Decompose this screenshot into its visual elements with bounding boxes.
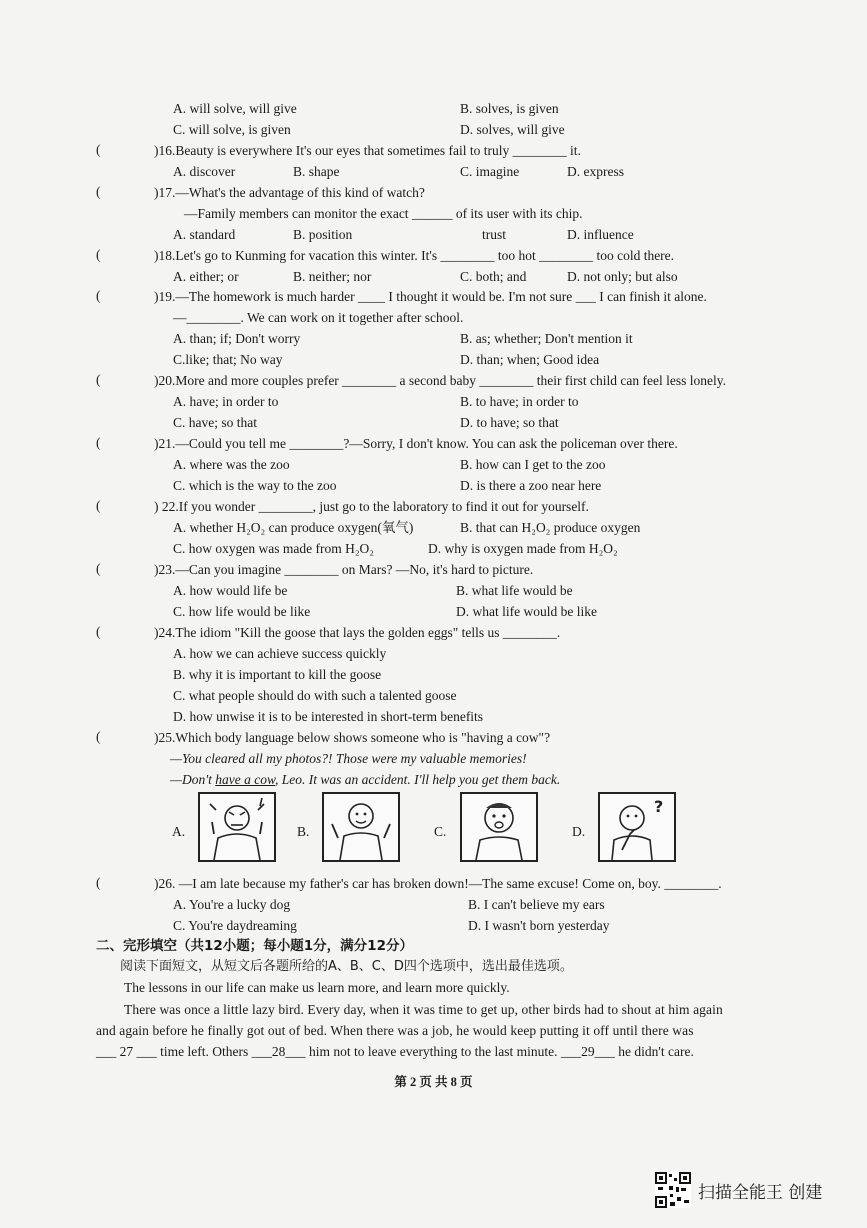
question-line: )16.Beauty is everywhere It's our eyes that sometimes fail to truly ________ it. xyxy=(154,143,581,158)
question-line: —________. We can work on it together after school. xyxy=(173,310,464,325)
question-line: D. to have; so that xyxy=(460,415,559,430)
question-26-line: C. You're daydreaming xyxy=(173,918,297,933)
body-language-picture-d xyxy=(598,792,676,862)
question-line: C. have; so that xyxy=(173,415,257,430)
question-line: A. how we can achieve success quickly xyxy=(173,646,387,661)
answer-bracket-21: ( xyxy=(96,435,101,450)
q25-dialog-pre: —Don't xyxy=(170,772,216,787)
body-language-picture-c xyxy=(460,792,538,862)
question-line: B. neither; nor xyxy=(293,269,372,284)
question-line: )18.Let's go to Kunming for vacation this winter. It's ________ too hot ________ too cold there. xyxy=(154,248,675,263)
angry-person-icon xyxy=(200,794,274,860)
question-line: C.like; that; No way xyxy=(173,352,283,367)
q25-dialog-line-1: —You cleared all my photos?! Those were my valuable memories! xyxy=(170,751,527,766)
question-line: D. is there a zoo near here xyxy=(460,478,602,493)
pic-label-d: D. xyxy=(572,824,586,839)
question-line: B. that can H₂O₂ produce oxygen xyxy=(460,520,641,535)
question-line: )20.More and more couples prefer ________ a second baby ________ their first child can feel less lonely. xyxy=(154,373,726,388)
answer-bracket-23: ( xyxy=(96,561,101,576)
question-line: )19.—The homework is much harder ____ I thought it would be. I'm not sure ___ I can finish it alone. xyxy=(154,289,707,304)
question-line: D. influence xyxy=(567,227,634,242)
body-language-picture-a xyxy=(198,792,276,862)
question-line: D. not only; but also xyxy=(567,269,678,284)
answer-bracket-20: ( xyxy=(96,372,101,387)
question-line: )23.—Can you imagine ________ on Mars? —No, it's hard to picture. xyxy=(154,562,534,577)
question-line: D. express xyxy=(567,164,624,179)
question-line: trust xyxy=(482,227,507,242)
question-line: B. to have; in order to xyxy=(460,394,579,409)
question-line: C. will solve, is given xyxy=(173,122,291,137)
question-line: B. how can I get to the zoo xyxy=(460,457,606,472)
question-line: A. where was the zoo xyxy=(173,457,290,472)
shocked-person-icon xyxy=(462,794,536,860)
question-line: )25.Which body language below shows someone who is "having a cow"? xyxy=(154,730,551,745)
passage-title: The lessons in our life can make us learn more, and learn more quickly. xyxy=(124,980,510,995)
question-line: D. why is oxygen made from H₂O₂ xyxy=(428,541,618,556)
section-instruction: 阅读下面短文，从短文后各题所给的A、B、C、D四个选项中，选出最佳选项。 xyxy=(120,959,573,974)
question-line: A. standard xyxy=(173,227,236,242)
question-line: C. imagine xyxy=(460,164,520,179)
question-26-line: B. I can't believe my ears xyxy=(468,897,605,912)
question-line: A. have; in order to xyxy=(173,394,279,409)
question-line: A. how would life be xyxy=(173,583,288,598)
question-line: D. than; when; Good idea xyxy=(460,352,600,367)
question-line: A. either; or xyxy=(173,269,239,284)
q25-dialog-idiom: have a cow xyxy=(215,772,276,787)
passage-line-2: and again before he finally got out of bed. When there was a job, he would keep putting it off until there was xyxy=(96,1023,694,1038)
question-line: ) 22.If you wonder ________, just go to the laboratory to find it out for yourself. xyxy=(154,499,589,514)
question-26-line: )26. —I am late because my father's car has broken down!—The same excuse! Come on, boy. ________. xyxy=(154,876,722,891)
question-26-line: A. You're a lucky dog xyxy=(173,897,291,912)
question-line: C. which is the way to the zoo xyxy=(173,478,337,493)
answer-bracket-19: ( xyxy=(96,288,101,303)
question-line: A. than; if; Don't worry xyxy=(173,331,301,346)
qr-code-icon xyxy=(655,1172,691,1208)
thinking-person-icon xyxy=(600,794,674,860)
question-line: B. shape xyxy=(293,164,340,179)
question-line: B. as; whether; Don't mention it xyxy=(460,331,633,346)
question-line: C. how oxygen was made from H₂O₂ xyxy=(173,541,375,556)
question-line: D. how unwise it is to be interested in short-term benefits xyxy=(173,709,484,724)
answer-bracket-17: ( xyxy=(96,184,101,199)
question-line: B. what life would be xyxy=(456,583,573,598)
answer-bracket-25: ( xyxy=(96,729,101,744)
pic-label-c: C. xyxy=(434,824,447,839)
question-line: C. how life would be like xyxy=(173,604,311,619)
answer-bracket-22: ( xyxy=(96,498,101,513)
question-line: )24.The idiom "Kill the goose that lays the golden eggs" tells us ________. xyxy=(154,625,561,640)
pic-label-a: A. xyxy=(172,824,186,839)
question-line: B. solves, is given xyxy=(460,101,559,116)
question-line: A. whether H₂O₂ can produce oxygen(氧气) xyxy=(173,520,414,535)
question-line: A. discover xyxy=(173,164,236,179)
answer-bracket-26: ( xyxy=(96,875,101,890)
question-line: )21.—Could you tell me ________?—Sorry, I don't know. You can ask the policeman over there. xyxy=(154,436,678,451)
question-line: D. what life would be like xyxy=(456,604,597,619)
answer-bracket-16: ( xyxy=(96,142,101,157)
shrugging-person-icon xyxy=(324,794,398,860)
question-line: B. why it is important to kill the goose xyxy=(173,667,382,682)
passage-line-3: ___ 27 ___ time left. Others ___28___ him not to leave everything to the last minute. ___29___ he didn't care. xyxy=(96,1044,694,1059)
question-line: C. what people should do with such a talented goose xyxy=(173,688,457,703)
question-line: A. will solve, will give xyxy=(173,101,297,116)
answer-bracket-18: ( xyxy=(96,247,101,262)
question-line: —Family members can monitor the exact ______ of its user with its chip. xyxy=(184,206,583,221)
page-number: 第 2 页 共 8 页 xyxy=(394,1075,473,1089)
svg-text:?: ? xyxy=(654,797,664,816)
q25-dialog-post: , Leo. It was an accident. I'll help you get them back. xyxy=(275,772,561,787)
question-line: C. both; and xyxy=(460,269,527,284)
question-line: B. position xyxy=(293,227,353,242)
pic-label-b: B. xyxy=(297,824,310,839)
question-line: D. solves, will give xyxy=(460,122,565,137)
answer-bracket-24: ( xyxy=(96,624,101,639)
question-26-line: D. I wasn't born yesterday xyxy=(468,918,610,933)
q25-dialog-line-2 xyxy=(170,771,560,789)
body-language-picture-b xyxy=(322,792,400,862)
question-line: )17.—What's the advantage of this kind of watch? xyxy=(154,185,425,200)
scanner-watermark: 扫描全能王 创建 xyxy=(698,1183,823,1203)
section-title: 二、完形填空（共12小题；每小题1分，满分12分） xyxy=(96,938,413,954)
passage-line-1: There was once a little lazy bird. Every day, when it was time to get up, other birds had to shout at him again xyxy=(124,1002,723,1017)
